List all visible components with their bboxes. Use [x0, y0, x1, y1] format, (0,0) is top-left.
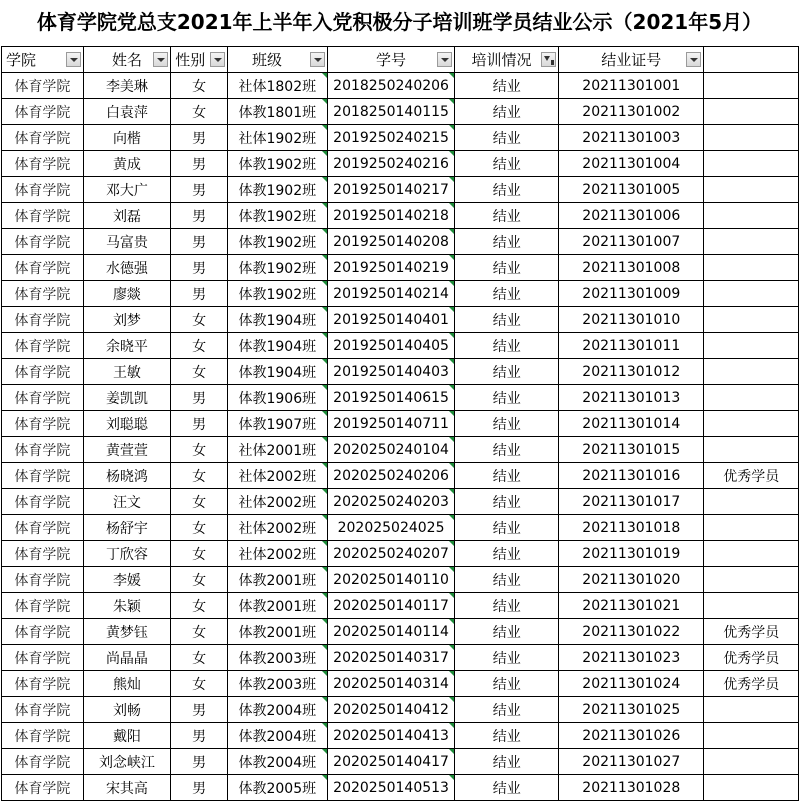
class-cell[interactable]: 社体2002班: [227, 541, 327, 567]
name-cell[interactable]: 丁欣容: [83, 541, 171, 567]
header-note: [704, 47, 799, 73]
training-status-cell[interactable]: 结业: [455, 697, 559, 723]
table-row: [2, 697, 799, 723]
cert-number-cell[interactable]: 20211301002: [559, 99, 704, 125]
gender-cell[interactable]: 男: [171, 775, 228, 801]
training-status-cell[interactable]: 结业: [455, 307, 559, 333]
note-cell[interactable]: [704, 567, 799, 593]
table-row: [2, 515, 799, 541]
table-row: [2, 489, 799, 515]
class-cell[interactable]: 社体1802班: [227, 73, 327, 99]
header-gender: [171, 47, 228, 73]
training-status-cell[interactable]: 结业: [455, 593, 559, 619]
gender-cell[interactable]: 女: [171, 437, 228, 463]
name-cell[interactable]: 刘磊: [83, 203, 171, 229]
name-cell[interactable]: 邓大广: [83, 177, 171, 203]
gender-cell[interactable]: 女: [171, 541, 228, 567]
cert-number-cell[interactable]: 20211301005: [559, 177, 704, 203]
name-cell[interactable]: 水德强: [83, 255, 171, 281]
name-cell[interactable]: 姜凯凯: [83, 385, 171, 411]
class-cell[interactable]: 体教2004班: [227, 723, 327, 749]
cert-number-cell[interactable]: 20211301004: [559, 151, 704, 177]
student-id-cell[interactable]: 2020250240206: [327, 463, 455, 489]
cert-number-cell[interactable]: 20211301008: [559, 255, 704, 281]
table-row: [2, 229, 799, 255]
class-cell[interactable]: 社体2002班: [227, 463, 327, 489]
class-cell[interactable]: 体教2003班: [227, 645, 327, 671]
college-cell[interactable]: 体育学院: [2, 411, 84, 437]
student-id-cell[interactable]: 2020250240203: [327, 489, 455, 515]
training-status-cell[interactable]: 结业: [455, 671, 559, 697]
note-cell[interactable]: [704, 333, 799, 359]
training-status-cell[interactable]: 结业: [455, 411, 559, 437]
student-id-cell[interactable]: 2019250140401: [327, 307, 455, 333]
note-cell[interactable]: [704, 73, 799, 99]
training-status-cell[interactable]: 结业: [455, 645, 559, 671]
student-id-cell[interactable]: 2019250240215: [327, 125, 455, 151]
header-gender-label: 性别: [175, 51, 206, 69]
training-status-cell[interactable]: 结业: [455, 775, 559, 801]
class-cell[interactable]: 体教1904班: [227, 333, 327, 359]
name-cell[interactable]: 白袁萍: [83, 99, 171, 125]
college-cell[interactable]: 体育学院: [2, 775, 84, 801]
filter-dropdown-icon[interactable]: [686, 52, 701, 67]
cert-number-cell[interactable]: 20211301013: [559, 385, 704, 411]
note-cell[interactable]: [704, 151, 799, 177]
name-cell[interactable]: 熊灿: [83, 671, 171, 697]
student-id-cell[interactable]: 202025024025: [327, 515, 455, 541]
student-id-cell[interactable]: 2019250140711: [327, 411, 455, 437]
name-cell[interactable]: 刘聪聪: [83, 411, 171, 437]
student-id-cell[interactable]: 2019250140208: [327, 229, 455, 255]
college-cell[interactable]: 体育学院: [2, 73, 84, 99]
college-cell[interactable]: 体育学院: [2, 697, 84, 723]
student-id-cell[interactable]: 2020250140114: [327, 619, 455, 645]
cert-number-cell[interactable]: 20211301025: [559, 697, 704, 723]
class-cell[interactable]: 体教2005班: [227, 775, 327, 801]
training-status-cell[interactable]: 结业: [455, 229, 559, 255]
college-cell[interactable]: 体育学院: [2, 203, 84, 229]
college-cell[interactable]: 体育学院: [2, 333, 84, 359]
cert-number-cell[interactable]: 20211301024: [559, 671, 704, 697]
name-cell[interactable]: 黄成: [83, 151, 171, 177]
class-cell[interactable]: 社体2001班: [227, 437, 327, 463]
student-id-cell[interactable]: 2020250140317: [327, 645, 455, 671]
name-cell[interactable]: 刘畅: [83, 697, 171, 723]
header-training: [455, 47, 559, 73]
table-row: [2, 203, 799, 229]
note-cell[interactable]: [704, 255, 799, 281]
header-name-label: 姓名: [111, 51, 142, 69]
note-cell[interactable]: 优秀学员: [704, 463, 799, 489]
cert-number-cell[interactable]: 20211301011: [559, 333, 704, 359]
table-row: [2, 437, 799, 463]
name-cell[interactable]: 朱颖: [83, 593, 171, 619]
student-id-cell[interactable]: 2019250140405: [327, 333, 455, 359]
training-status-cell[interactable]: 结业: [455, 463, 559, 489]
table-row: [2, 255, 799, 281]
class-cell[interactable]: 体教1902班: [227, 177, 327, 203]
training-status-cell[interactable]: 结业: [455, 749, 559, 775]
cert-number-cell[interactable]: 20211301026: [559, 723, 704, 749]
name-cell[interactable]: 杨舒宇: [83, 515, 171, 541]
cert-number-cell[interactable]: 20211301016: [559, 463, 704, 489]
college-cell[interactable]: 体育学院: [2, 385, 84, 411]
header-class-label: 班级: [251, 51, 282, 69]
class-cell[interactable]: 体教1906班: [227, 385, 327, 411]
name-cell[interactable]: 余晓平: [83, 333, 171, 359]
results-table: [1, 46, 799, 801]
training-status-cell[interactable]: 结业: [455, 489, 559, 515]
note-cell[interactable]: [704, 359, 799, 385]
header-row: [2, 47, 799, 73]
cert-number-cell[interactable]: 20211301021: [559, 593, 704, 619]
class-cell[interactable]: 体教1904班: [227, 359, 327, 385]
table-row: [2, 307, 799, 333]
table-row: [2, 593, 799, 619]
table-row: [2, 177, 799, 203]
note-cell[interactable]: 优秀学员: [704, 619, 799, 645]
student-id-cell[interactable]: 2019250140403: [327, 359, 455, 385]
gender-cell[interactable]: 男: [171, 697, 228, 723]
filter-dropdown-icon[interactable]: [66, 52, 81, 67]
header-college-label: 学院: [6, 51, 37, 69]
name-cell[interactable]: 李媛: [83, 567, 171, 593]
cert-number-cell[interactable]: 20211301015: [559, 437, 704, 463]
gender-cell[interactable]: 女: [171, 619, 228, 645]
table-row: [2, 411, 799, 437]
note-cell[interactable]: [704, 203, 799, 229]
college-cell[interactable]: 体育学院: [2, 255, 84, 281]
cert-number-cell[interactable]: 20211301009: [559, 281, 704, 307]
class-cell[interactable]: 体教2004班: [227, 697, 327, 723]
cert-number-cell[interactable]: 20211301023: [559, 645, 704, 671]
college-cell[interactable]: 体育学院: [2, 177, 84, 203]
cert-number-cell[interactable]: 20211301027: [559, 749, 704, 775]
note-cell[interactable]: [704, 99, 799, 125]
header-college: [2, 47, 84, 73]
name-cell[interactable]: 廖燚: [83, 281, 171, 307]
name-cell[interactable]: 黄梦钰: [83, 619, 171, 645]
student-id-cell[interactable]: 2020250140110: [327, 567, 455, 593]
table-row: [2, 671, 799, 697]
note-cell[interactable]: [704, 385, 799, 411]
note-cell[interactable]: [704, 749, 799, 775]
table-row: [2, 645, 799, 671]
note-cell[interactable]: [704, 229, 799, 255]
college-cell[interactable]: 体育学院: [2, 489, 84, 515]
gender-cell[interactable]: 男: [171, 723, 228, 749]
training-status-cell[interactable]: 结业: [455, 515, 559, 541]
class-cell[interactable]: 体教1902班: [227, 151, 327, 177]
student-id-cell[interactable]: 2019250140218: [327, 203, 455, 229]
student-id-cell[interactable]: 2019250140217: [327, 177, 455, 203]
training-status-cell[interactable]: 结业: [455, 99, 559, 125]
name-cell[interactable]: 王敏: [83, 359, 171, 385]
class-cell[interactable]: 体教1907班: [227, 411, 327, 437]
class-cell[interactable]: 体教2001班: [227, 567, 327, 593]
header-student-id-label: 学号: [376, 51, 407, 69]
table-row: [2, 723, 799, 749]
cert-number-cell[interactable]: 20211301017: [559, 489, 704, 515]
class-cell[interactable]: 体教2001班: [227, 619, 327, 645]
class-cell[interactable]: 体教2001班: [227, 593, 327, 619]
note-cell[interactable]: [704, 593, 799, 619]
college-cell[interactable]: 体育学院: [2, 541, 84, 567]
table-row: [2, 359, 799, 385]
header-cert: [559, 47, 704, 73]
student-id-cell[interactable]: 2020250240207: [327, 541, 455, 567]
class-cell[interactable]: 社体1902班: [227, 125, 327, 151]
filter-dropdown-icon[interactable]: [153, 52, 168, 67]
college-cell[interactable]: 体育学院: [2, 567, 84, 593]
training-status-cell[interactable]: 结业: [455, 151, 559, 177]
header-cert-label: 结业证号: [601, 51, 662, 69]
filter-dropdown-icon[interactable]: [437, 52, 452, 67]
filter-active-icon[interactable]: [541, 52, 556, 67]
class-cell[interactable]: 体教1801班: [227, 99, 327, 125]
cert-number-cell[interactable]: 20211301003: [559, 125, 704, 151]
college-cell[interactable]: 体育学院: [2, 281, 84, 307]
college-cell[interactable]: 体育学院: [2, 593, 84, 619]
name-cell[interactable]: 汪文: [83, 489, 171, 515]
training-status-cell[interactable]: 结业: [455, 73, 559, 99]
class-cell[interactable]: 体教2004班: [227, 749, 327, 775]
gender-cell[interactable]: 女: [171, 593, 228, 619]
training-status-cell[interactable]: 结业: [455, 333, 559, 359]
gender-cell[interactable]: 女: [171, 489, 228, 515]
gender-cell[interactable]: 女: [171, 73, 228, 99]
note-cell[interactable]: [704, 125, 799, 151]
note-cell[interactable]: 优秀学员: [704, 645, 799, 671]
cert-number-cell[interactable]: 20211301019: [559, 541, 704, 567]
gender-cell[interactable]: 女: [171, 567, 228, 593]
cert-number-cell[interactable]: 20211301020: [559, 567, 704, 593]
page-title: 体育学院党总支2021年上半年入党积极分子培训班学员结业公示（2021年5月）: [36, 10, 763, 34]
college-cell[interactable]: 体育学院: [2, 463, 84, 489]
college-cell[interactable]: 体育学院: [2, 619, 84, 645]
cert-number-cell[interactable]: 20211301010: [559, 307, 704, 333]
gender-cell[interactable]: 女: [171, 671, 228, 697]
header-class: [227, 47, 327, 73]
note-cell[interactable]: [704, 723, 799, 749]
college-cell[interactable]: 体育学院: [2, 723, 84, 749]
class-cell[interactable]: 体教1902班: [227, 281, 327, 307]
gender-cell[interactable]: 男: [171, 151, 228, 177]
note-cell[interactable]: [704, 775, 799, 801]
student-id-cell[interactable]: 2019250240216: [327, 151, 455, 177]
class-cell[interactable]: 体教1902班: [227, 229, 327, 255]
training-status-cell[interactable]: 结业: [455, 255, 559, 281]
student-id-cell[interactable]: 2020250140412: [327, 697, 455, 723]
gender-cell[interactable]: 女: [171, 463, 228, 489]
cert-number-cell[interactable]: 20211301001: [559, 73, 704, 99]
gender-cell[interactable]: 女: [171, 333, 228, 359]
class-cell[interactable]: 社体2002班: [227, 489, 327, 515]
header-name: [83, 47, 171, 73]
table-row: [2, 73, 799, 99]
training-status-cell[interactable]: 结业: [455, 359, 559, 385]
cert-number-cell[interactable]: 20211301028: [559, 775, 704, 801]
gender-cell[interactable]: 男: [171, 385, 228, 411]
student-id-cell[interactable]: 2019250140615: [327, 385, 455, 411]
name-cell[interactable]: 戴阳: [83, 723, 171, 749]
gender-cell[interactable]: 女: [171, 307, 228, 333]
name-cell[interactable]: 宋其高: [83, 775, 171, 801]
note-cell[interactable]: [704, 307, 799, 333]
class-cell[interactable]: 体教1902班: [227, 203, 327, 229]
college-cell[interactable]: 体育学院: [2, 359, 84, 385]
cert-number-cell[interactable]: 20211301022: [559, 619, 704, 645]
gender-cell[interactable]: 女: [171, 359, 228, 385]
training-status-cell[interactable]: 结业: [455, 723, 559, 749]
gender-cell[interactable]: 男: [171, 177, 228, 203]
gender-cell[interactable]: 女: [171, 99, 228, 125]
college-cell[interactable]: 体育学院: [2, 749, 84, 775]
table-row: [2, 463, 799, 489]
name-cell[interactable]: 马富贵: [83, 229, 171, 255]
cert-number-cell[interactable]: 20211301018: [559, 515, 704, 541]
student-id-cell[interactable]: 2020250240104: [327, 437, 455, 463]
table-row: [2, 619, 799, 645]
note-cell[interactable]: [704, 541, 799, 567]
training-status-cell[interactable]: 结业: [455, 567, 559, 593]
name-cell[interactable]: 尚晶晶: [83, 645, 171, 671]
student-id-cell[interactable]: 2020250140513: [327, 775, 455, 801]
student-id-cell[interactable]: 2018250240206: [327, 73, 455, 99]
table-row: [2, 749, 799, 775]
table-row: [2, 333, 799, 359]
name-cell[interactable]: 刘梦: [83, 307, 171, 333]
gender-cell[interactable]: 男: [171, 229, 228, 255]
college-cell[interactable]: 体育学院: [2, 645, 84, 671]
name-cell[interactable]: 李美琳: [83, 73, 171, 99]
header-student-id: [327, 47, 455, 73]
training-status-cell[interactable]: 结业: [455, 437, 559, 463]
student-id-cell[interactable]: 2020250140417: [327, 749, 455, 775]
college-cell[interactable]: 体育学院: [2, 99, 84, 125]
college-cell[interactable]: 体育学院: [2, 515, 84, 541]
college-cell[interactable]: 体育学院: [2, 229, 84, 255]
table-row: [2, 99, 799, 125]
header-training-label: 培训情况: [471, 51, 532, 69]
note-cell[interactable]: [704, 411, 799, 437]
table-row: [2, 385, 799, 411]
table-row: [2, 125, 799, 151]
class-cell[interactable]: 社体2002班: [227, 515, 327, 541]
table-row: [2, 541, 799, 567]
training-status-cell[interactable]: 结业: [455, 619, 559, 645]
student-id-cell[interactable]: 2019250140214: [327, 281, 455, 307]
student-id-cell[interactable]: 2020250140413: [327, 723, 455, 749]
student-id-cell[interactable]: 2019250140219: [327, 255, 455, 281]
cert-number-cell[interactable]: 20211301012: [559, 359, 704, 385]
note-cell[interactable]: [704, 489, 799, 515]
table-row: [2, 567, 799, 593]
gender-cell[interactable]: 男: [171, 411, 228, 437]
note-cell[interactable]: [704, 697, 799, 723]
training-status-cell[interactable]: 结业: [455, 281, 559, 307]
filter-dropdown-icon[interactable]: [210, 52, 225, 67]
name-cell[interactable]: 向楷: [83, 125, 171, 151]
name-cell[interactable]: 黄萱萱: [83, 437, 171, 463]
class-cell[interactable]: 体教1904班: [227, 307, 327, 333]
note-cell[interactable]: 优秀学员: [704, 671, 799, 697]
cert-number-cell[interactable]: 20211301014: [559, 411, 704, 437]
gender-cell[interactable]: 男: [171, 255, 228, 281]
college-cell[interactable]: 体育学院: [2, 151, 84, 177]
training-status-cell[interactable]: 结业: [455, 177, 559, 203]
student-id-cell[interactable]: 2020250140117: [327, 593, 455, 619]
college-cell[interactable]: 体育学院: [2, 307, 84, 333]
note-cell[interactable]: [704, 281, 799, 307]
name-cell[interactable]: 杨晓鸿: [83, 463, 171, 489]
class-cell[interactable]: 体教2003班: [227, 671, 327, 697]
filter-dropdown-icon[interactable]: [310, 52, 325, 67]
gender-cell[interactable]: 男: [171, 281, 228, 307]
cert-number-cell[interactable]: 20211301007: [559, 229, 704, 255]
class-cell[interactable]: 体教1902班: [227, 255, 327, 281]
training-status-cell[interactable]: 结业: [455, 125, 559, 151]
college-cell[interactable]: 体育学院: [2, 671, 84, 697]
gender-cell[interactable]: 女: [171, 645, 228, 671]
name-cell[interactable]: 刘念峡江: [83, 749, 171, 775]
gender-cell[interactable]: 男: [171, 203, 228, 229]
note-cell[interactable]: [704, 515, 799, 541]
gender-cell[interactable]: 男: [171, 749, 228, 775]
student-id-cell[interactable]: 2018250140115: [327, 99, 455, 125]
table-row: [2, 775, 799, 801]
college-cell[interactable]: 体育学院: [2, 437, 84, 463]
student-id-cell[interactable]: 2020250140314: [327, 671, 455, 697]
training-status-cell[interactable]: 结业: [455, 203, 559, 229]
table-row: [2, 281, 799, 307]
table-row: [2, 151, 799, 177]
gender-cell[interactable]: 男: [171, 125, 228, 151]
training-status-cell[interactable]: 结业: [455, 385, 559, 411]
college-cell[interactable]: 体育学院: [2, 125, 84, 151]
gender-cell[interactable]: 女: [171, 515, 228, 541]
cert-number-cell[interactable]: 20211301006: [559, 203, 704, 229]
note-cell[interactable]: [704, 437, 799, 463]
training-status-cell[interactable]: 结业: [455, 541, 559, 567]
note-cell[interactable]: [704, 177, 799, 203]
